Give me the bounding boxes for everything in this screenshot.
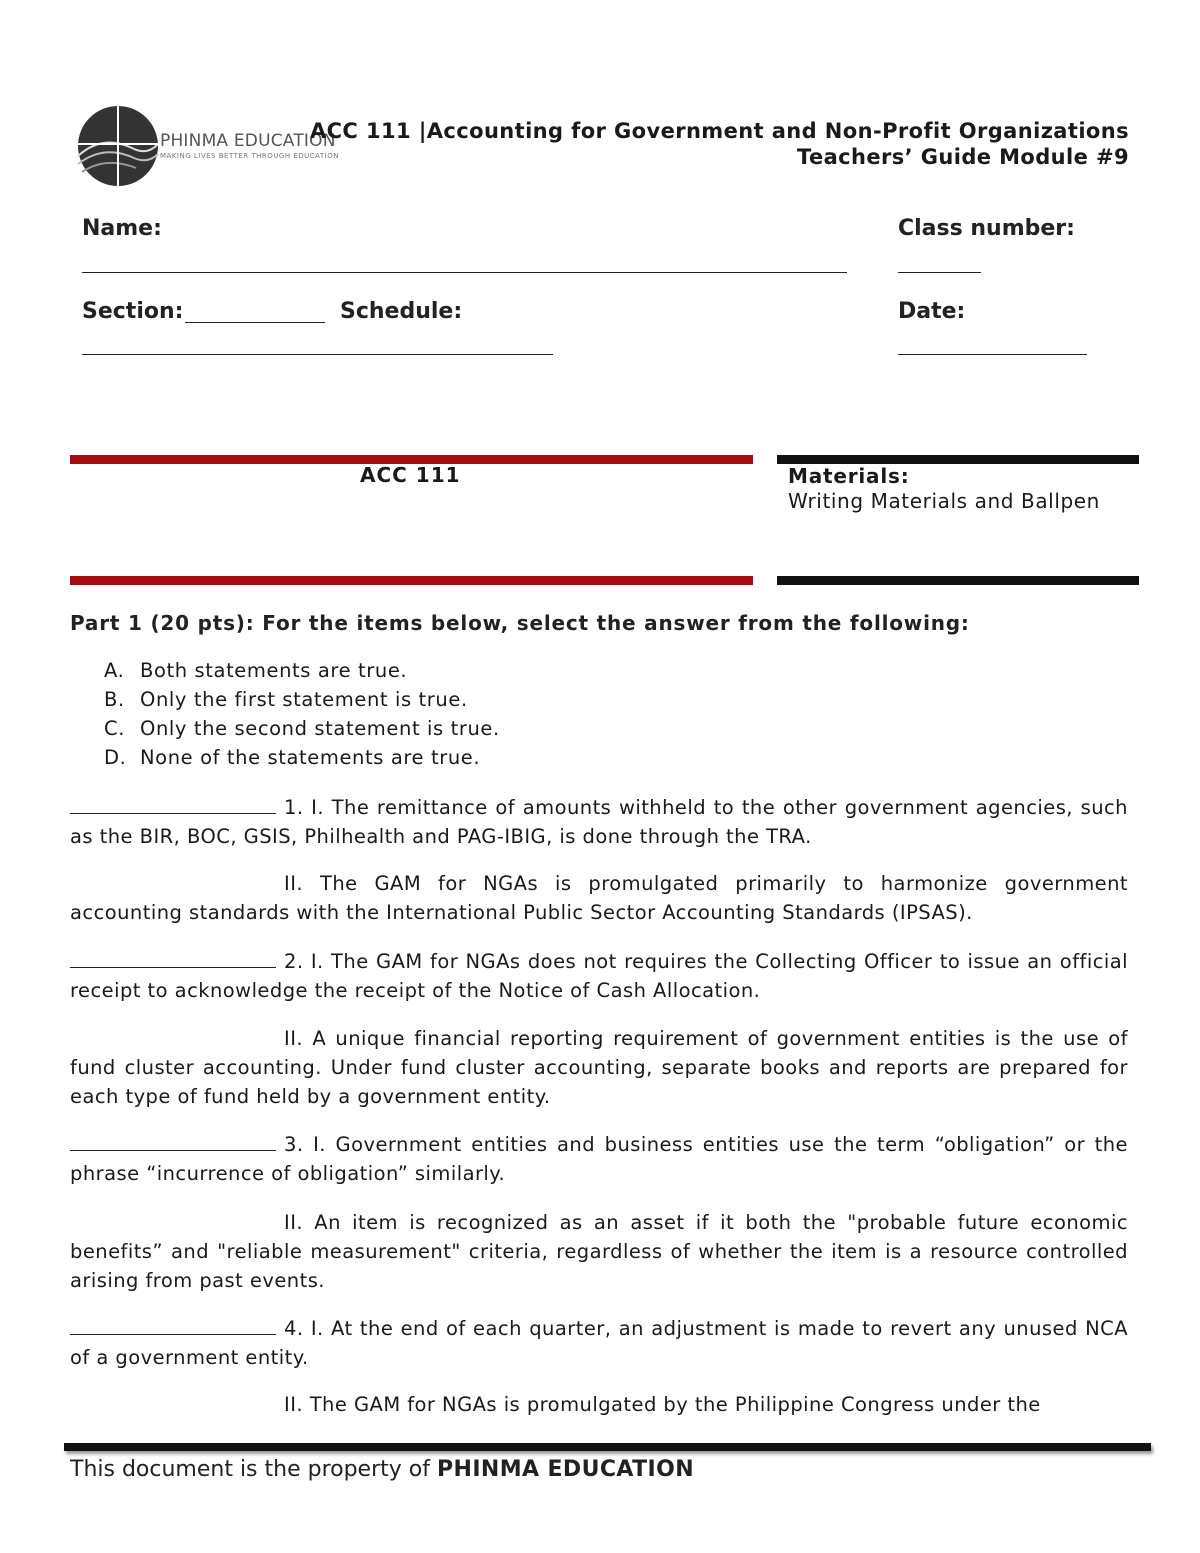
item-4-statement-1: 4. I. At the end of each quarter, an adjustment is made to revert any unused NCA of a government entity. <box>70 1317 1128 1369</box>
materials-value: Writing Materials and Ballpen <box>788 489 1100 513</box>
answer-blank-1[interactable] <box>70 795 276 814</box>
answer-blank-4[interactable] <box>70 1316 276 1335</box>
date-field[interactable] <box>898 354 1087 355</box>
option-c: C. Only the second statement is true. <box>104 717 500 740</box>
logo-tagline: MAKING LIVES BETTER THROUGH EDUCATION <box>160 152 339 160</box>
schedule-field[interactable] <box>82 354 553 355</box>
footer-rule <box>64 1443 1151 1451</box>
logo-text: PHINMA EDUCATION <box>160 131 336 151</box>
banner-bottom-rule <box>70 576 753 585</box>
materials-bottom-rule <box>777 576 1139 585</box>
item-1-statement-2: II. The GAM for NGAs is promulgated primarily to harmonize government accounting standards with the International Public Sector Accounting Standards (IPSAS). <box>70 872 1128 924</box>
class-number-field[interactable] <box>898 272 981 273</box>
item-1-statement-1: 1. I. The remittance of amounts withheld to the other government agencies, such as the BIR, BOC, GSIS, Philhealth and PAG-IBIG, is done through the TRA. <box>70 796 1128 848</box>
footer-owner: PHINMA EDUCATION <box>436 1457 695 1482</box>
materials-top-rule <box>777 455 1139 464</box>
footer-text: This document is the property of PHINMA EDUCATION <box>70 1457 695 1482</box>
materials-label: Materials: <box>788 464 910 488</box>
section-field[interactable] <box>185 322 325 323</box>
name-label: Name: <box>82 216 162 241</box>
document-title: ACC 111 |Accounting for Government and Non-Profit Organizations <box>309 119 1129 143</box>
item-3-statement-1: 3. I. Government entities and business entities use the term “obligation” or the phrase “incurrence of obligation” similarly. <box>70 1133 1128 1185</box>
date-label: Date: <box>898 299 966 324</box>
answer-blank-2[interactable] <box>70 949 276 968</box>
option-b: B. Only the first statement is true. <box>104 688 468 711</box>
item-4-statement-2: II. The GAM for NGAs is promulgated by the Philippine Congress under the <box>284 1393 1041 1416</box>
schedule-label: Schedule: <box>340 299 463 324</box>
course-code: ACC 111 <box>360 463 461 487</box>
section-label: Section: <box>82 299 184 324</box>
answer-blank-3[interactable] <box>70 1132 276 1151</box>
option-d: D. None of the statements are true. <box>104 746 481 769</box>
part1-heading: Part 1 (20 pts): For the items below, select the answer from the following: <box>70 611 970 635</box>
item-2-statement-2: II. A unique financial reporting requirement of government entities is the use of fund cluster accounting. Under fund cluster accounting, separate books and reports are prepared for each type of fund held by a government entity. <box>70 1027 1128 1108</box>
option-a: A. Both statements are true. <box>104 659 408 682</box>
phinma-logo-icon <box>72 104 162 188</box>
name-field[interactable] <box>82 272 847 273</box>
class-number-label: Class number: <box>898 216 1075 241</box>
document-subtitle: Teachers’ Guide Module #9 <box>797 145 1129 169</box>
item-2-statement-1: 2. I. The GAM for NGAs does not requires the Collecting Officer to issue an official receipt to acknowledge the receipt of the Notice of Cash Allocation. <box>70 950 1128 1002</box>
item-3-statement-2: II. An item is recognized as an asset if it both the "probable future economic benefits” and "reliable measurement" criteria, regardless of whether the item is a resource controlled arising from past events. <box>70 1211 1128 1292</box>
